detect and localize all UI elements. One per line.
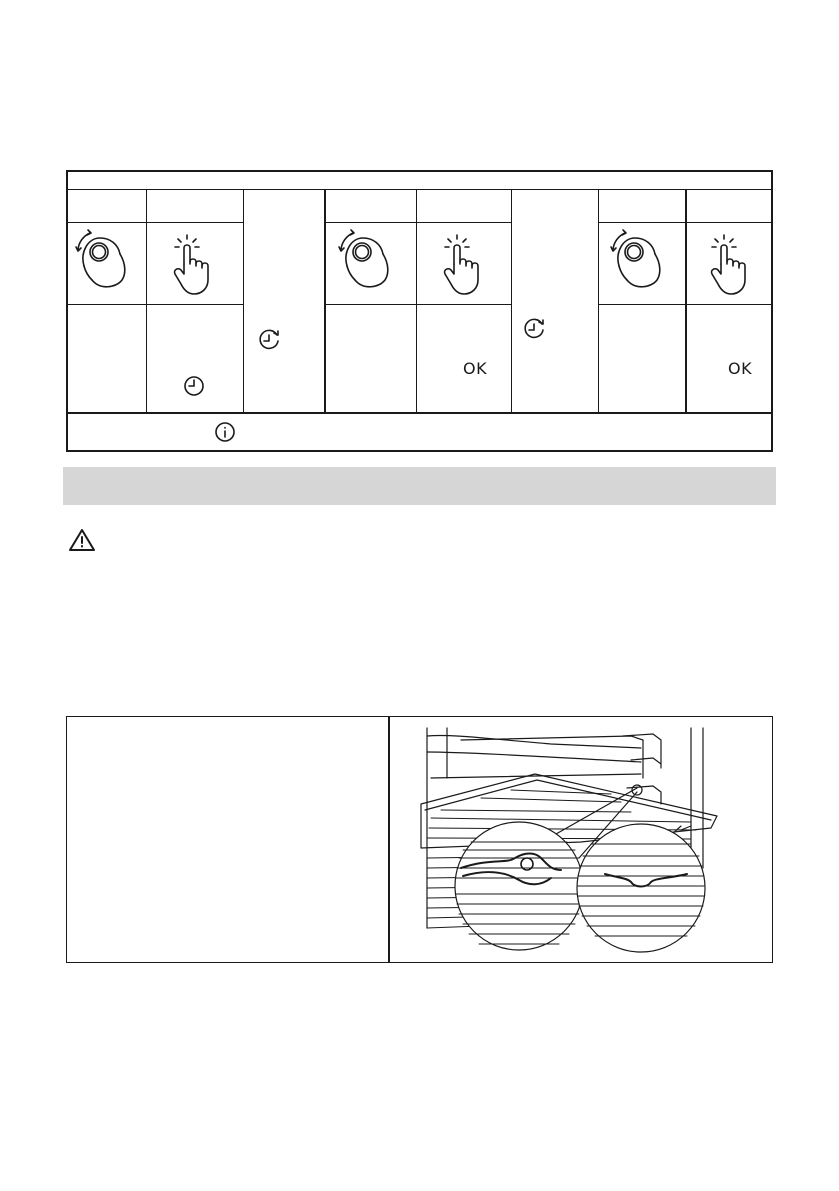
warning-triangle-icon <box>68 528 96 552</box>
rotate-knob-icon <box>333 226 393 294</box>
touch-tap-icon <box>440 234 484 296</box>
touch-tap-icon <box>170 234 214 296</box>
rotate-knob-icon <box>605 226 665 294</box>
touch-tap-icon <box>707 234 751 296</box>
ok-label: OK <box>463 359 488 378</box>
ok-label: OK <box>728 359 753 378</box>
rotate-knob-icon <box>70 226 130 294</box>
info-icon <box>214 421 236 443</box>
oven-shelf-illustration <box>391 718 771 961</box>
clock-arrow-icon <box>258 329 284 353</box>
clock-icon <box>183 375 205 397</box>
section-heading-bar <box>63 467 776 505</box>
clock-arrow-icon <box>523 318 549 342</box>
